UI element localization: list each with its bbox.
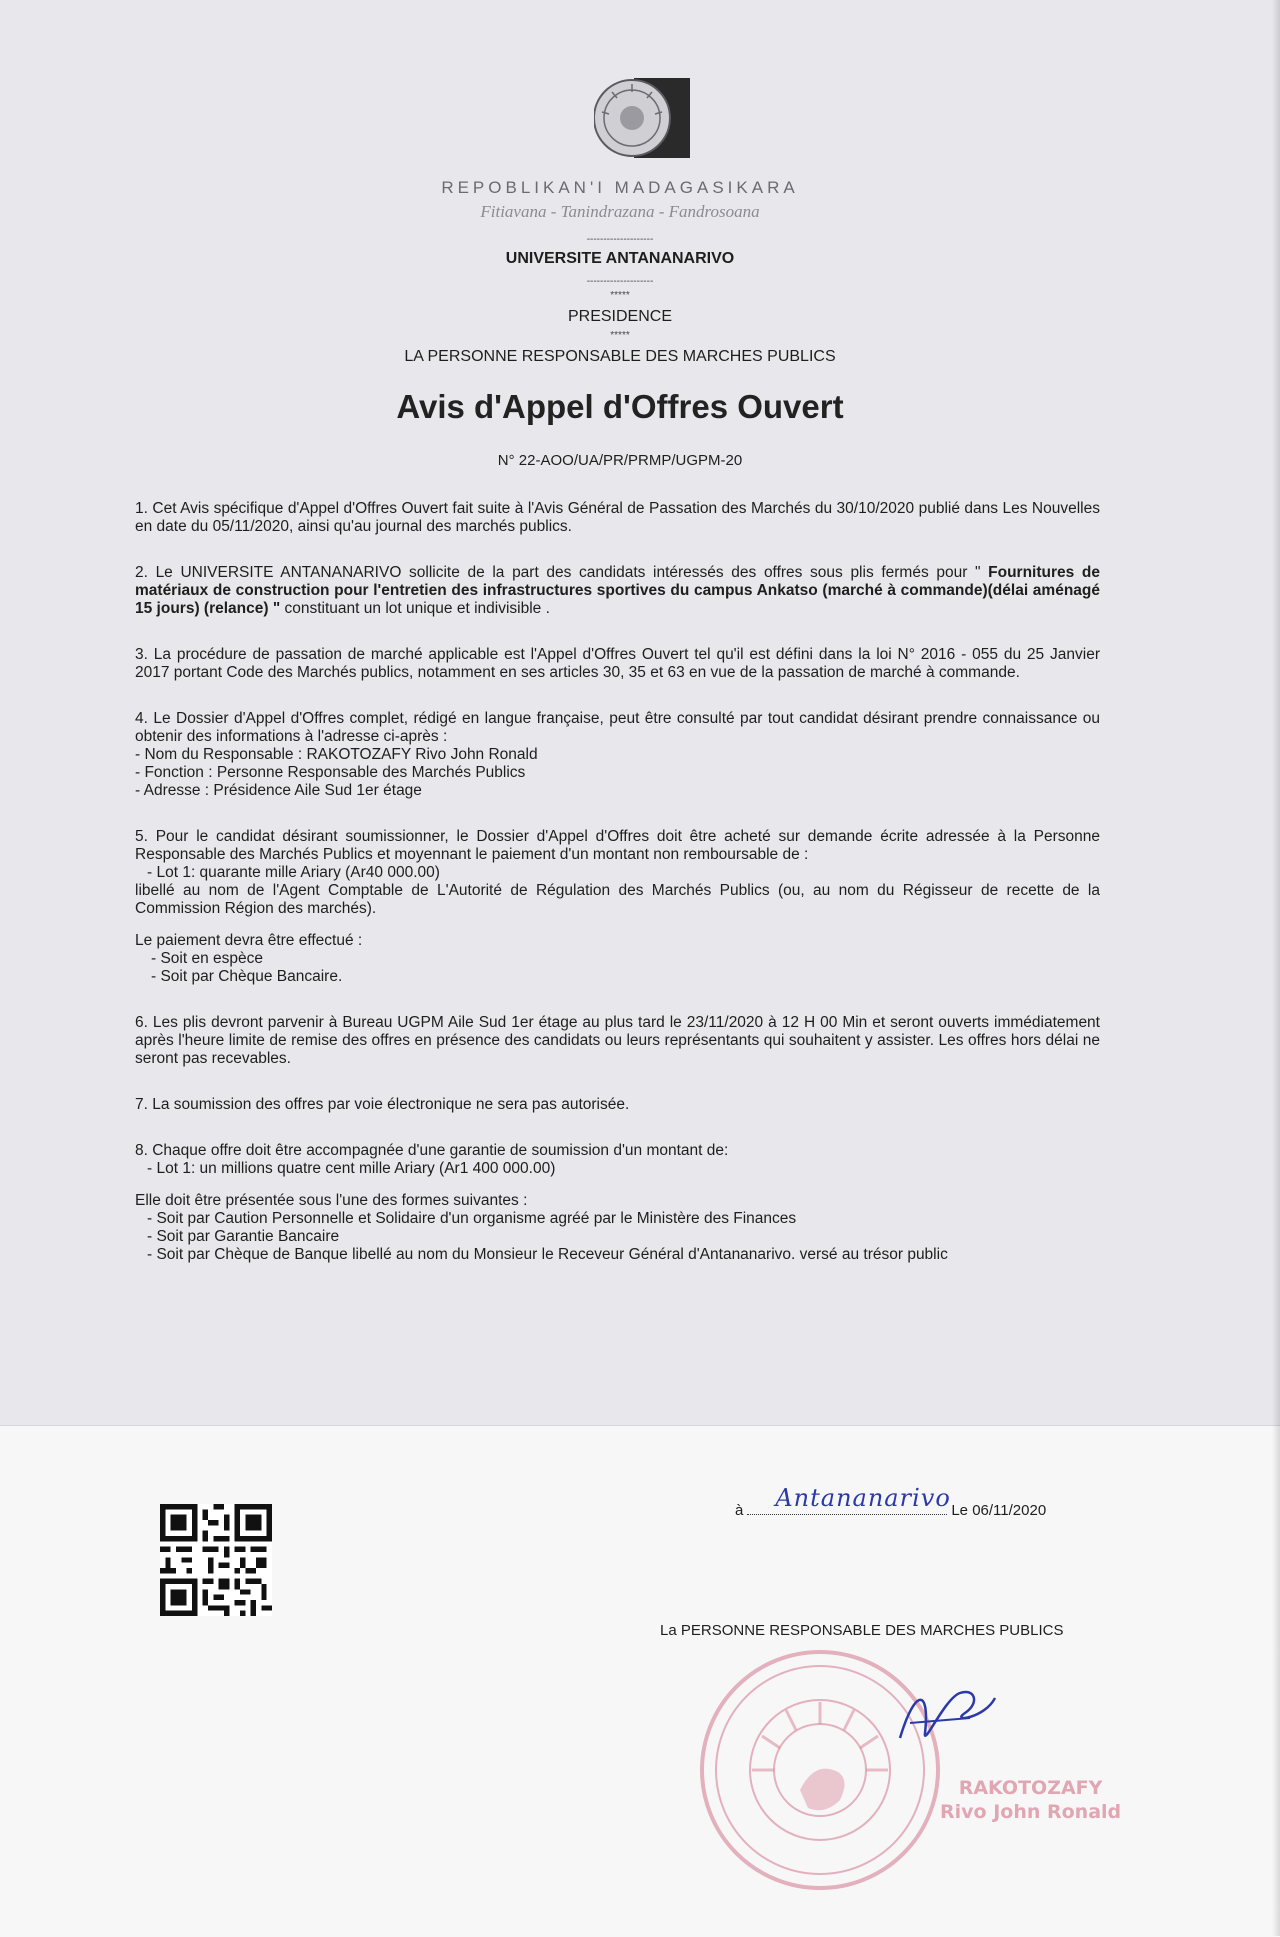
list-item: - Soit en espèce <box>151 950 264 967</box>
paragraph-2-subject: Fournitures de matériaux de construction pour l'entretien des infrastructures sportives du campus Ankatso (marché à commande)(délai aménagé 15 jours) (relance) " <box>135 564 1100 617</box>
paragraph-2-end: constituant un lot unique et indivisible . <box>284 600 550 617</box>
list-item: - Soit par Caution Personnelle et Solidaire d'un organisme agréé par le Ministère des Finances <box>147 1210 797 1227</box>
page-edge-shadow <box>1272 0 1280 1936</box>
document-date: Le 06/11/2020 <box>951 1502 1047 1519</box>
paragraph-3: 3. La procédure de passation de marché applicable est l'Appel d'Offres Ouvert tel qu'il est défini dans la loi N° 2016 - 055 du 25 Janvier 2017 portant Code des Marchés publics, notamment en ses articles 30, 35 et 63 en vue de la passation de marché à commande. <box>135 646 1100 681</box>
paragraph-2-intro: 2. Le UNIVERSITE ANTANANARIVO sollicite de la part des candidats intéressés des offres sous plis fermés pour " <box>135 564 981 581</box>
document-page-bottom <box>0 1425 1280 1937</box>
republic-name: REPOBLIKAN'I MADAGASIKARA <box>441 178 799 197</box>
list-item: - Fonction : Personne Responsable des Marchés Publics <box>135 764 526 781</box>
presidence-label: PRESIDENCE <box>567 308 673 325</box>
place-prefix: à <box>735 1502 744 1519</box>
document-body <box>135 500 1100 1292</box>
qr-code-icon <box>160 1504 272 1616</box>
list-item: - Soit par Chèque de Banque libellé au nom du Monsieur le Receveur Général d'Antananarivo. versé au trésor public <box>147 1246 948 1263</box>
payment-label: Le paiement devra être effectué : <box>135 932 363 949</box>
paragraph-8 <box>135 1142 1100 1264</box>
paragraph-7: 7. La soumission des offres par voie électronique ne sera pas autorisée. <box>135 1096 630 1113</box>
paragraph-5-rest: libellé au nom de l'Agent Comptable de L'Autorité de Régulation des Marchés Publics (ou, au nom du Régisseur de recette de la Commission Région des marchés). <box>135 882 1100 917</box>
prmp-label: LA PERSONNE RESPONSABLE DES MARCHES PUBLICS <box>404 348 836 365</box>
paragraph-6: 6. Les plis devront parvenir à Bureau UGPM Aile Sud 1er étage au plus tard le 23/11/2020 à 12 H 00 Min et seront ouverts immédiatement après l'heure limite de remise des offres en présence des candidats ou leurs représentants qui souhaitent y assister. Les offres hors délai ne seront pas recevables. <box>135 1014 1100 1067</box>
guarantee-amount: - Lot 1: un millions quatre cent mille Ariary (Ar1 400 000.00) <box>147 1160 556 1177</box>
stars-separator: ***** <box>610 290 630 301</box>
list-item: - Nom du Responsable : RAKOTOZAFY Rivo John Ronald <box>135 746 538 763</box>
list-item: - Adresse : Présidence Aile Sud 1er étage <box>135 782 422 799</box>
paragraph-5 <box>135 828 1100 986</box>
paragraph-2 <box>135 564 1100 618</box>
paragraph-1: 1. Cet Avis spécifique d'Appel d'Offres Ouvert fait suite à l'Avis Général de Passation des Marchés du 30/10/2020 publié dans Les Nouvelles en date du 05/11/2020, ainsi qu'au journal des marchés publics. <box>135 500 1100 535</box>
place-field <box>747 1484 951 1515</box>
paragraph-4-text: 4. Le Dossier d'Appel d'Offres complet, rédigé en langue française, peut être consulté par tout candidat désirant prendre connaissance ou obtenir des informations à l'adresse ci-après : <box>135 710 1100 745</box>
paragraph-8-text: 8. Chaque offre doit être accompagnée d'une garantie de soumission d'un montant de: <box>135 1142 729 1159</box>
handwritten-signature <box>890 1678 1000 1758</box>
republic-motto: Fitiavana - Tanindrazana - Fandrosoana <box>480 202 760 221</box>
forms-label: Elle doit être présentée sous l'une des formes suivantes : <box>135 1192 528 1209</box>
paragraph-4 <box>135 710 1100 800</box>
handwritten-place: Antananarivo <box>775 1484 951 1512</box>
stamp-name-line: Rivo John Ronald <box>940 1801 1122 1823</box>
paragraph-5-text: 5. Pour le candidat désirant soumissionner, le Dossier d'Appel d'Offres doit être acheté sur demande écrite adressée à la Personne Responsable des Marchés Publics et moyennant le paiement d'un montant non remboursable de : <box>135 828 1100 863</box>
list-item: - Soit par Chèque Bancaire. <box>151 968 343 985</box>
stamp-name-line: RAKOTOZAFY <box>958 1777 1103 1799</box>
signer-title: La PERSONNE RESPONSABLE DES MARCHES PUBLICS <box>660 1622 1064 1639</box>
place-date-line <box>735 1484 1047 1519</box>
list-item: - Soit par Garantie Bancaire <box>147 1228 340 1245</box>
document-title: Avis d'Appel d'Offres Ouvert <box>396 388 844 425</box>
separator-line: -------------------- <box>586 276 654 287</box>
stamp-signer-name <box>940 1776 1121 1824</box>
madagascar-seal-icon <box>594 72 690 164</box>
document-reference: N° 22-AOO/UA/PR/PRMP/UGPM-20 <box>497 452 743 469</box>
lot-price: - Lot 1: quarante mille Ariary (Ar40 000.00) <box>147 864 440 881</box>
separator-line: -------------------- <box>586 234 654 245</box>
stars-separator: ***** <box>610 330 630 341</box>
university-name: UNIVERSITE ANTANANARIVO <box>505 250 735 267</box>
